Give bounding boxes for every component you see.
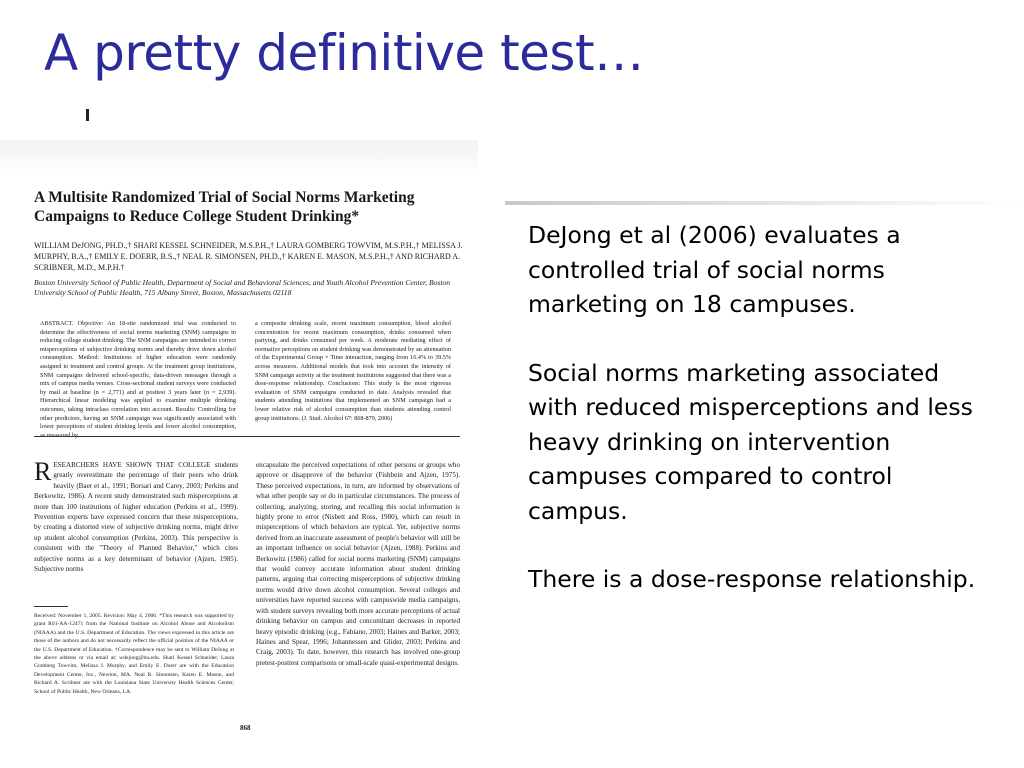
slide-body bbox=[528, 218, 988, 631]
abstract-left-column: ABSTRACT. Objective: An 18-site randomized trial was conducted to determine the effectiveness of social norms marketing (SNM) campaigns in reducing college student drinking. The SNM campaigns are intended to correct misperceptions of subjective drinking norms and thereby drive down alcohol consumption. Method: Institutions of higher education were randomly assigned to treatment and control groups. At the treatment group institutions, SNM campaigns delivered school-specific, data-driven messages through a mix of campus media venues. Cross-sectional student surveys were conducted by mail at baseline (n = 2,771) and at posttest 3 years later (n = 2,939). Hierarchical linear modeling was applied to examine multiple drinking outcomes, taking intraclass correlation into account. Results: Controlling for other predictors, having an SNM campaign was significantly associated with lower perceptions of student drinking levels and lower alcohol consumption, bbox=[40, 320, 236, 431]
page-number: 868 bbox=[240, 724, 251, 732]
point-findings: Social norms marketing associated with reduced misperceptions and less heavy drinking on intervention campuses compared to control campus. bbox=[528, 358, 973, 525]
slide-title: A pretty definitive test… bbox=[44, 24, 644, 82]
paper-affiliation: Boston University School of Public Health, Department of Social and Behavioral Sciences, and Youth Alcohol Prevention Center, Boston University School of Public Health, 715 Albany Street, Boston, Massachusetts 02118 bbox=[34, 278, 451, 297]
paper-excerpt-image bbox=[28, 182, 466, 734]
point-dose-response: There is a dose-response relationship. bbox=[528, 565, 976, 593]
body-left-column bbox=[34, 457, 238, 574]
title-divider bbox=[0, 140, 478, 176]
paper-footnotes: Received: November 1, 2005. Revision: May 4, 2006. *This research was supported by grant R01-AA-12471 from the National Institute on Alcohol Abuse and Alcoholism (NIAAA) and the U.S. Department of Education. The views expressed in this article are those of the authors and do not necessarily reflect the official position of the NIAAA or the U.S. Department of Education. †Correspondence may be sent to William DeJong at the above address or via email at: wdejong@bu.edu. Shari Kessel Schneider, Laura Gomberg Towvim, Melissa J. Murphy, and Emily E. Doerr are with the Education Development Center, Inc., Newton, MA. Neal R. Simonsen, Karen E. Mason, and Richard A. Scribner are with the Louisiana State University Health Sciences Center, School of Public Health, New Orleans, LA. bbox=[34, 613, 234, 695]
footnote-divider bbox=[34, 606, 68, 607]
body-right-column: encapsulate the perceived expectations of other persons or groups who approve or disapprove of the behavior (Fishbein and Ajzen, 1975). These perceived expectations, in turn, are informed by observations of what other people say or do in particular circumstances. The process of collecting, analyzing, storing, and recalling this social information is highly prone to error (Nisbett and Ross, 1980), which can result in misperceptions of which behaviors are typical. Yet, subjective norms derived from an inaccurate assessment of people's behavior will still be an important influence on social behavior (Ajzen, 1988). Perkins and Berkowitz (1986) called for social norms marketing (SNM) campaigns that would convey accurate information about student drinking patterns, arguing that correcting misperceptions of subjective drinking norms would drive down alcohol consumption. Several colleges and universities have reported success with campuswide media campaigns, with student surveys revealing both more accurate perceptions of actual drinking behavior on campus and concomitant decreases in reported heavy episodic drinking (e.g., Fabiano, 2003; Haines and Barker, 2003; Haines and Spear, 1996; Johannessen and Glider, 2003; Perkins and Craig, 2003). To date, however, this research has involved one-group pretest-posttest comparisons or small-scale quasi-experimental designs. bbox=[256, 461, 460, 667]
cursor-mark bbox=[86, 109, 89, 121]
content-divider bbox=[505, 201, 1024, 205]
paper-title: A Multisite Randomized Trial of Social Norms Marketing Campaigns to Reduce College Student Drinking* bbox=[34, 189, 415, 225]
point-study-summary: DeJong et al (2006) evaluates a controlled trial of social norms marketing on 18 campuses. bbox=[528, 221, 901, 318]
abstract-divider bbox=[34, 436, 460, 437]
drop-cap: R bbox=[34, 457, 52, 486]
paper-authors: WILLIAM DeJONG, PH.D.,† SHARI KESSEL SCHNEIDER, M.S.P.H.,† LAURA GOMBERG TOWVIM, M.S.P.H.,† MELISSA J. MURPHY, B.A.,† EMILY E. DOERR, B.S.,† NEAL R. SIMONSEN, PH.D.,† KAREN E. MASON, M.S.P.H.,† AND RICHARD A. SCRIBNER, M.D., M.P.H.† bbox=[34, 241, 463, 272]
abstract-right-column: a composite drinking scale, recent maximum consumption, blood alcohol concentration for recent maximum consumption, drinks consumed when partying, and drinks consumed per week. A moderate mediating effect of normative perceptions on student drinking was demonstrated by an attenuation of the Experimental Group × Time interaction, ranging from 16.4% to 39.5% across measures. Additional models that took into account the intensity of SNM campaign activity at the treatment institutions suggested that there was a dose-response relationship. Conclusions: This study is the most rigorous evaluation of SNM campaigns conducted to date. Analysis revealed that students attending institutions that implemented an SNM campaign had a lower relative risk of alcohol consumption than students attending control group institutions. (J. Stud. Alcohol 67: 868-879, 2006) bbox=[255, 320, 451, 422]
body-left-text: ESEARCHERS HAVE SHOWN THAT COLLEGE students greatly overestimate the percentage of their peers who drink heavily (Baer et al., 1991; Borsari and Carey, 2003; Perkins and Berkowitz, 1986). A recent study demonstrated such misperceptions at more than 100 institutions of higher education (Perkins et al., 1999). Prevention experts have expressed concern that these misperceptions, by creating a distorted view of subjective drinking norms, might drive up student alcohol consumption (Perkins, 2003). This perspective is consistent with the "Theory of Planned Behavior," which cites subjective norms as a key determinant of behavior (Ajzen, 1985). Subjective norms bbox=[34, 461, 238, 574]
